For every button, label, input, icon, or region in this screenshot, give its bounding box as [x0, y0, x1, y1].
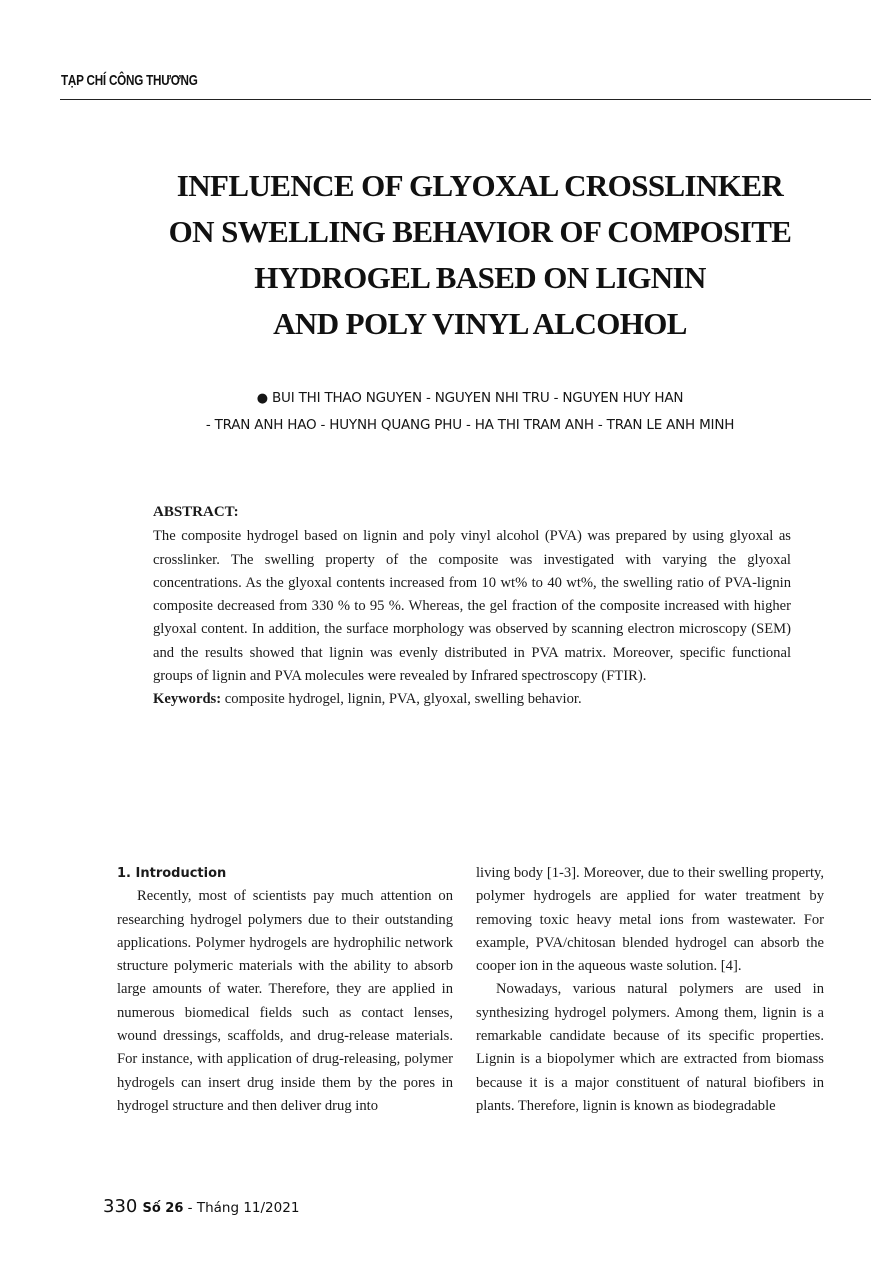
author-line: - TRAN ANH HAO - HUYNH QUANG PHU - HA THI TRAM ANH - TRAN LE ANH MINH [205, 417, 735, 433]
article-title [100, 163, 860, 347]
abstract-section [153, 501, 791, 712]
title-line: HYDROGEL BASED ON LIGNIN [254, 260, 706, 295]
body-paragraph: Recently, most of scientists pay much attention on researching hydrogel polymers due to their outstanding applications. Polymer hydrogels are hydrophilic network structure polymeric materials with the ability to absorb large amounts of water. Therefore, they are applied in numerous biomedical fields such as contact lenses, wound dressings, scaffolds, and drug-release materials. For instance, with application of drug-releasing, polymer hydrogels can insert drug inside them by the pores in hydrogel structure and then deliver drug into [117, 888, 453, 1114]
journal-name: TẠP CHÍ CÔNG THƯƠNG [61, 72, 198, 89]
authors-text: BUI THI THAO NGUYEN - NGUYEN NHI TRU - NGUYEN HUY HAN [271, 390, 684, 406]
keywords-text: composite hydrogel, lignin, PVA, glyoxal, swelling behavior. [221, 691, 582, 708]
abstract-heading: ABSTRACT: [153, 504, 239, 520]
keywords-label: Keywords: [153, 691, 222, 708]
issue-number: Số 26 [142, 1201, 184, 1216]
author-list [120, 385, 820, 438]
body-paragraph: living body [1-3]. Moreover, due to their swelling property, polymer hydrogels are applied for water treatment by removing toxic heavy metal ions from wastewater. For example, PVA/chitosan blended hydrogel can absorb the cooper ion in the aqueous waste solution. [4]. [476, 865, 824, 975]
header-divider [60, 99, 871, 100]
page-number: 330 [103, 1196, 138, 1217]
issue-date: - Tháng 11/2021 [183, 1200, 300, 1216]
body-column-right [476, 862, 824, 1118]
abstract-body: The composite hydrogel based on lignin and poly vinyl alcohol (PVA) was prepared by using glyoxal as crosslinker. The swelling property of the composite was investigated with varying the glyoxal concentrations. As the glyoxal contents increased from 10 wt% to 40 wt%, the swelling ratio of PVA-lignin composite decreased from 330 % to 95 %. Whereas, the gel fraction of the composite increased with higher glyoxal content. In addition, the surface morphology was observed by scanning electron microscopy (SEM) and the results showed that lignin was evenly distributed in PVA matrix. Moreover, specific functional groups of lignin and PVA molecules were revealed by Infrared spectroscopy (FTIR). [153, 528, 791, 685]
section-heading-introduction: 1. Introduction [117, 866, 227, 881]
title-line: INFLUENCE OF GLYOXAL CROSSLINKER [176, 168, 784, 203]
body-column-left [117, 862, 453, 1118]
title-line: AND POLY VINYL ALCOHOL [273, 306, 687, 341]
page-footer [103, 1196, 299, 1217]
body-paragraph: Nowadays, various natural polymers are used in synthesizing hydrogel polymers. Among them, lignin is a remarkable candidate because of its specific properties. Lignin is a biopolymer which are extracted from biomass because it is a major constituent of natural biofibers in plants. Therefore, lignin is known as biodegradable [476, 981, 824, 1114]
keywords [153, 688, 791, 711]
author-line [120, 385, 820, 412]
bullet-icon: ● [256, 391, 268, 406]
title-line: ON SWELLING BEHAVIOR OF COMPOSITE [168, 214, 792, 249]
